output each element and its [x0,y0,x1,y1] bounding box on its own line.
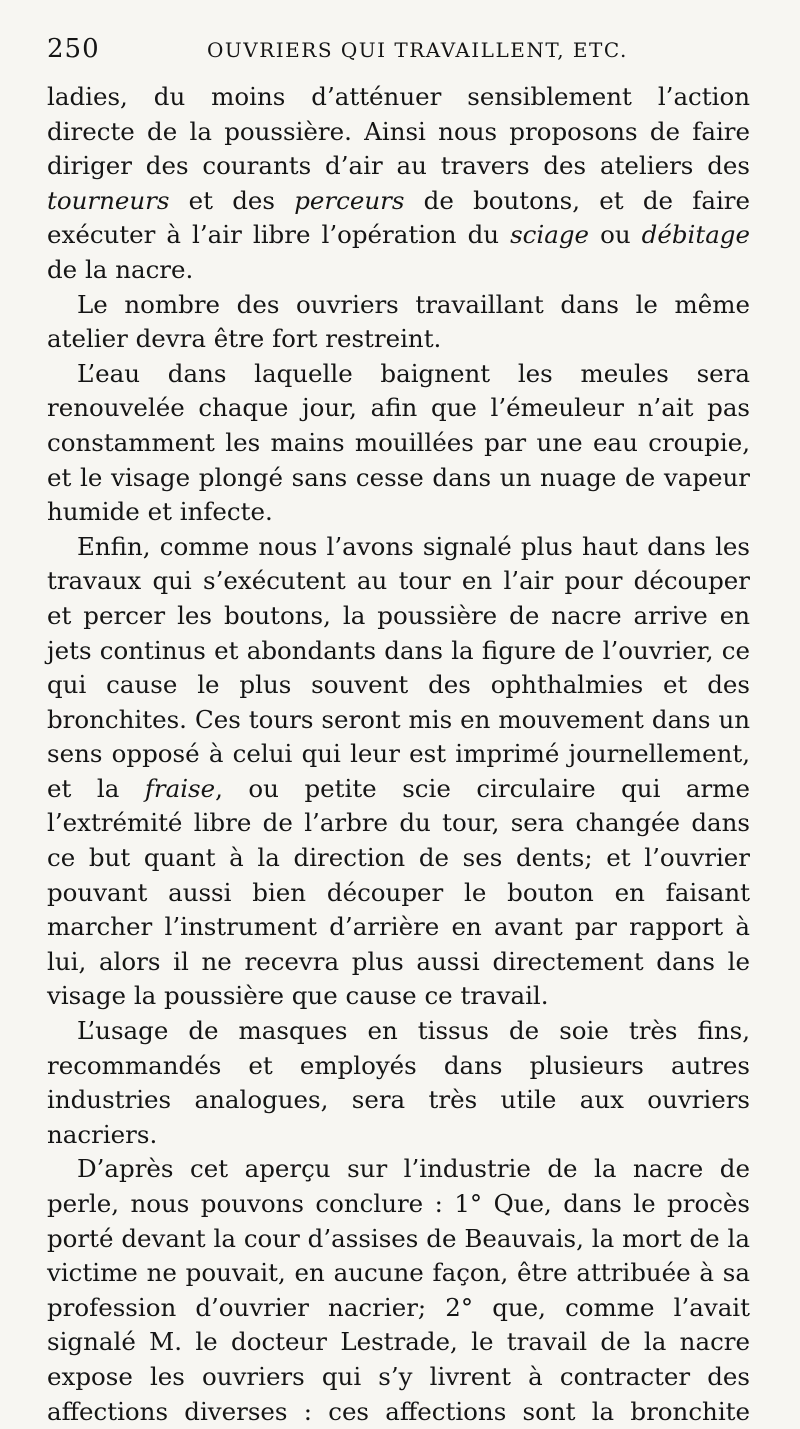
page-number: 250 [47,34,100,64]
body-text [47,80,750,1429]
paragraph-masks: L’usage de masques en tissus de soie très fins, recommandés et employés dans plusieurs autres industries analogues, sera très utile aux ouvriers nacriers. [47,1016,750,1149]
italic-term: sciage [510,220,590,250]
text-run: de la nacre. [47,254,194,284]
paragraph-water: L’eau dans laquelle baignent les meules sera renouvelée chaque jour, afin que l’émeuleur n’ait pas constamment les mains mouillées par une eau croupie, et le visage plongé sans cesse dans un nuage de vapeur humide et infecte. [47,358,750,527]
paragraph-conclusion: D’après cet aperçu sur l’industrie de la nacre de perle, nous pouvons conclure : 1° Que, dans le procès porté devant la cour d’assises de Beauvais, la mort de la victime ne pouvait, en aucune façon, être attribuée à sa profession d’ouvrier nacrier; 2° que, comme l’avait signalé M. le docteur Lestrade, le travail de la nacre expose les ouvriers qui s’y livrent à contracter des affections diverses : ces affections sont la bronchite [47,1154,750,1426]
running-title: OUVRIERS QUI TRAVAILLENT, ETC. [207,38,628,62]
paragraph-workers-number: Le nombre des ouvriers travaillant dans le même atelier devra être fort restreint. [47,289,750,354]
text-run: ou [589,220,642,250]
italic-term: débitage [641,220,750,250]
italic-term: fraise [144,773,216,803]
text-run: Enfin, comme nous l’avons signalé plus haut dans les travaux qui s’exécutent au tour en l’air pour découper et percer les boutons, la poussière de nacre arrive en jets continus et abondants dans la figure de l’ouvrier, ce qui cause le plus souvent des ophthalmies et des bronchites. Ces tours seront mis en mouvement dans un sens opposé à celui qui leur est imprimé journellement, et la [47,531,750,803]
paragraph-ventilation [47,80,750,288]
text-run: ladies, du moins d’atténuer sensiblement l’action directe de la poussière. Ainsi nous proposons de faire diriger des courants d’air au travers des ateliers des [47,82,750,181]
italic-term: tourneurs [47,185,170,215]
italic-term: perceurs [294,185,405,215]
text-run: et des [169,185,295,215]
text-run: , ou petite scie circulaire qui arme l’extrémité libre de l’arbre du tour, sera changée dans ce but quant à la direction de ses dents; et l’ouvrier pouvant aussi bien découper le bouton en faisant marcher l’instrument d’arrière en avant par rapport à lui, alors il ne recevra plus aussi directement dans le visage la poussière que cause ce travail. [47,773,750,1011]
text-run: de boutons, et de faire exécuter à l’air libre l’opération du [47,185,750,250]
page-header [47,34,750,78]
paragraph-lathes [47,530,750,1014]
